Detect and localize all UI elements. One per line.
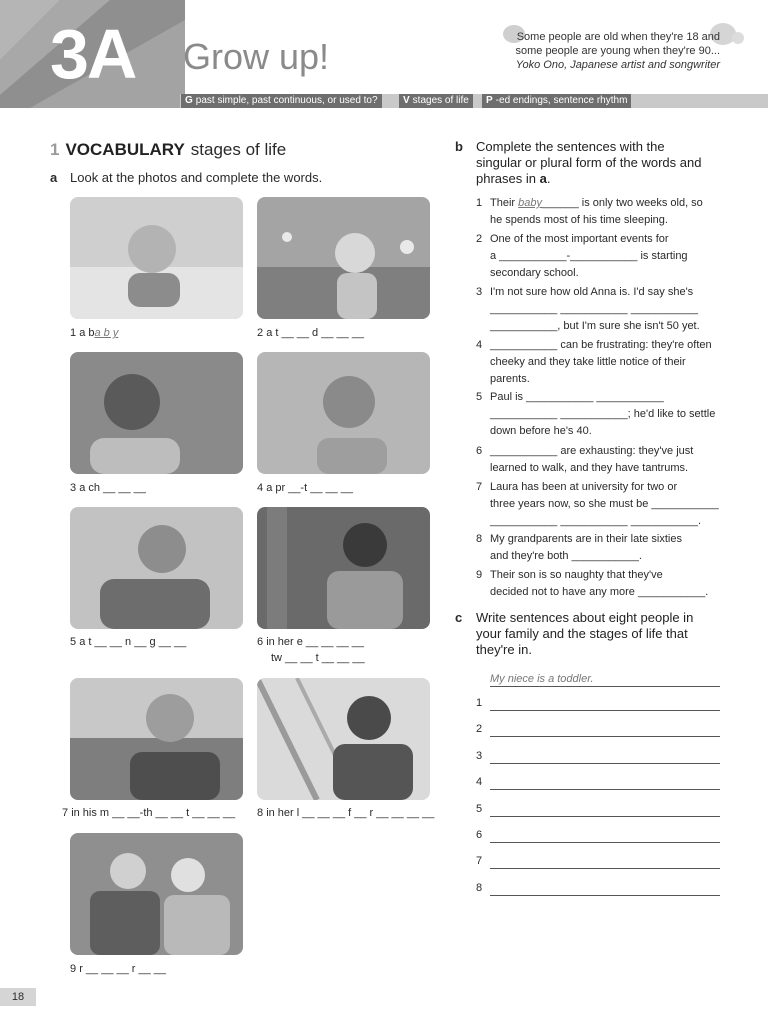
answer-line-5[interactable]: 5 [476, 803, 720, 819]
section-1-heading: 1 VOCABULARY stages of life [50, 140, 287, 159]
caption-2: 2 a t __ __ d __ __ __ [257, 327, 365, 339]
answer-line-6[interactable]: 6 [476, 829, 720, 845]
photo-teenager [70, 507, 243, 629]
photo-mid-thirties [70, 678, 243, 800]
caption-8: 8 in her l __ __ __ f __ r __ __ __ __ [257, 807, 435, 819]
page-title: Grow up! [183, 36, 330, 77]
section-c-label: c [455, 610, 463, 625]
photo-late-forties [257, 678, 430, 800]
photo-pre-teen [257, 352, 430, 474]
photo-child [70, 352, 243, 474]
pronunciation-chip: P -ed endings, sentence rhythm [482, 94, 631, 108]
photo-toddler [257, 197, 430, 319]
section-c-instruction: Write sentences about eight people in your family and the stages of life that they're in. [476, 610, 694, 657]
quote-author: Yoko Ono, Japanese artist and songwriter [515, 59, 720, 71]
answer-line-2[interactable]: 2 [476, 723, 720, 739]
caption-9: 9 r __ __ __ r __ __ [70, 963, 167, 975]
answer-line-1[interactable]: 1 [476, 697, 720, 713]
answer-line-7[interactable]: 7 [476, 855, 720, 871]
section-b-instruction: Complete the sentences with the singular or plural form of the words and phrases in a. [476, 139, 702, 186]
caption-4: 4 a pr __-t __ __ __ [257, 482, 354, 494]
photo-early-twenties [257, 507, 430, 629]
unit-number: 3A [50, 15, 136, 93]
answer-line-3[interactable]: 3 [476, 750, 720, 766]
section-b-label: b [455, 139, 463, 154]
caption-7: 7 in his m __ __-th __ __ t __ __ __ [62, 807, 236, 819]
caption-5: 5 a t __ __ n __ g __ __ [70, 636, 187, 648]
example-sentence: My niece is a toddler. [490, 672, 720, 687]
quote-line: Some people are old when they're 18 and [516, 31, 720, 43]
quote-line: some people are young when they're 90... [515, 45, 720, 57]
grammar-chip: G past simple, past continuous, or used to? [181, 94, 382, 108]
caption-6: 6 in her e __ __ __ __ [257, 636, 365, 648]
page-number: 18 [0, 988, 36, 1006]
caption-6-line-2: tw __ __ t __ __ __ [271, 652, 365, 664]
photo-baby [70, 197, 243, 319]
photo-retired [70, 833, 243, 955]
caption-3: 3 a ch __ __ __ [70, 482, 146, 494]
answer-line-4[interactable]: 4 [476, 776, 720, 792]
quote [470, 30, 720, 72]
vocabulary-chip: V stages of life [399, 94, 473, 108]
answer-line-8[interactable]: 8 [476, 882, 720, 898]
section-1a-instruction: a Look at the photos and complete the words. [50, 170, 323, 185]
caption-1: 1 a ba b y [70, 327, 119, 339]
